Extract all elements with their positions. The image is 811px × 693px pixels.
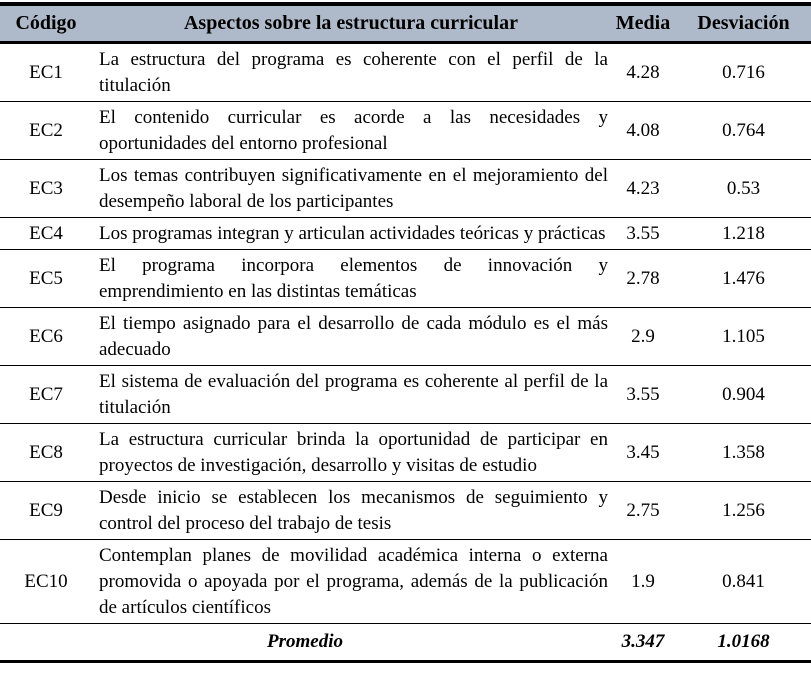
row-aspect: El programa incorpora elementos de innovación y emprendimiento en las distintas temáticas (92, 250, 610, 308)
row-media: 3.55 (610, 218, 676, 250)
table-header (0, 4, 811, 43)
row-aspect: El sistema de evaluación del programa es coherente al perfil de la titulación (92, 366, 610, 424)
table-row (0, 102, 811, 160)
row-aspect: El tiempo asignado para el desarrollo de cada módulo es el más adecuado (92, 308, 610, 366)
row-aspect: Desde inicio se establecen los mecanismos de seguimiento y control del proceso del trabajo de tesis (92, 482, 610, 540)
row-code: EC6 (0, 308, 92, 366)
row-desviacion: 0.764 (676, 102, 811, 160)
row-desviacion: 1.476 (676, 250, 811, 308)
curricular-structure-table (0, 2, 811, 663)
row-code: EC2 (0, 102, 92, 160)
table-body (0, 43, 811, 624)
row-code: EC3 (0, 160, 92, 218)
row-media: 4.08 (610, 102, 676, 160)
footer-label: Promedio (267, 631, 343, 652)
row-desviacion: 1.218 (676, 218, 811, 250)
table-row (0, 218, 811, 250)
row-desviacion: 1.105 (676, 308, 811, 366)
row-aspect: La estructura del programa es coherente con el perfil de la titulación (92, 43, 610, 102)
table-row (0, 308, 811, 366)
row-desviacion: 1.256 (676, 482, 811, 540)
row-desviacion: 0.716 (676, 43, 811, 102)
table-row (0, 160, 811, 218)
row-code: EC8 (0, 424, 92, 482)
row-aspect: El contenido curricular es acorde a las necesidades y oportunidades del entorno profesional (92, 102, 610, 160)
row-media: 2.9 (610, 308, 676, 366)
footer-row (0, 624, 811, 662)
table-row (0, 43, 811, 102)
header-aspectos: Aspectos sobre la estructura curricular (92, 4, 610, 43)
row-media: 4.23 (610, 160, 676, 218)
footer-media: 3.347 (621, 631, 665, 652)
row-code: EC7 (0, 366, 92, 424)
footer-desviacion: 1.0168 (717, 631, 770, 652)
row-desviacion: 1.358 (676, 424, 811, 482)
row-code: EC4 (0, 218, 92, 250)
header-row (0, 4, 811, 43)
row-code: EC9 (0, 482, 92, 540)
header-codigo: Código (0, 4, 92, 43)
row-media: 4.28 (610, 43, 676, 102)
table-row (0, 482, 811, 540)
row-media: 3.45 (610, 424, 676, 482)
row-desviacion: 0.904 (676, 366, 811, 424)
table-row (0, 366, 811, 424)
row-media: 2.78 (610, 250, 676, 308)
row-code: EC1 (0, 43, 92, 102)
row-code: EC5 (0, 250, 92, 308)
row-media: 3.55 (610, 366, 676, 424)
row-desviacion: 0.841 (676, 540, 811, 624)
row-aspect: Los programas integran y articulan actividades teóricas y prácticas (92, 218, 610, 250)
row-code: EC10 (0, 540, 92, 624)
table-row (0, 250, 811, 308)
row-aspect: Contemplan planes de movilidad académica interna o externa promovida o apoyada por el programa, además de la publicación de artículos científicos (92, 540, 610, 624)
table-row (0, 540, 811, 624)
row-aspect: Los temas contribuyen significativamente en el mejoramiento del desempeño laboral de los participantes (92, 160, 610, 218)
table-row (0, 424, 811, 482)
header-media: Media (610, 4, 676, 43)
header-desviacion: Desviación (676, 4, 811, 43)
row-media: 1.9 (610, 540, 676, 624)
row-desviacion: 0.53 (676, 160, 811, 218)
row-media: 2.75 (610, 482, 676, 540)
row-aspect: La estructura curricular brinda la oportunidad de participar en proyectos de investigación, desarrollo y visitas de estudio (92, 424, 610, 482)
table-footer (0, 624, 811, 662)
